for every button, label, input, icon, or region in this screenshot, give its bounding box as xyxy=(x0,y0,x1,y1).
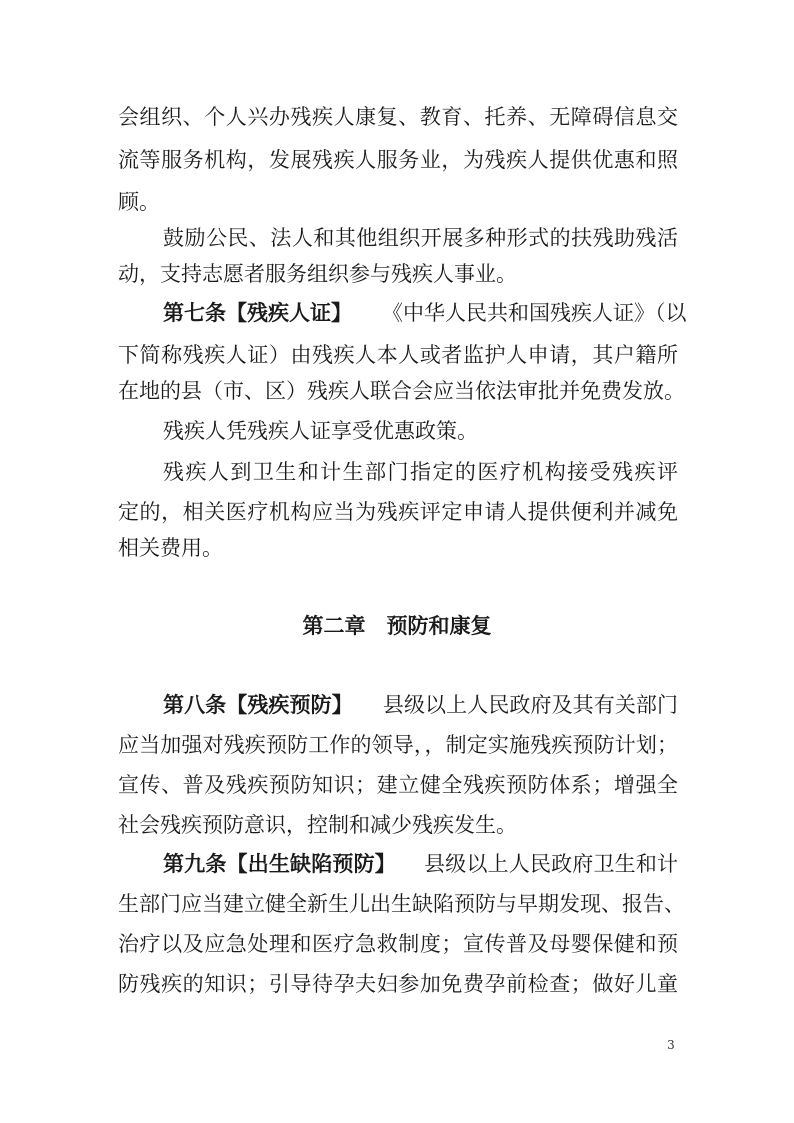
text-line: 鼓励公民、法人和其他组织开展多种形式的扶残助残活 xyxy=(163,226,678,250)
text-line: 顾。 xyxy=(118,190,160,214)
article-7-heading: 第七条【残疾人证】 xyxy=(163,301,352,325)
text-line: 下简称残疾人证）由残疾人本人或者监护人申请，其户籍所 xyxy=(118,343,678,367)
text-line: 动，支持志愿者服务组织参与残疾人事业。 xyxy=(118,262,517,286)
article-9-heading: 第九条【出生缺陷预防】 xyxy=(163,852,396,876)
text-line: 治疗以及应急处理和医疗急救制度；宣传普及母婴保健和预 xyxy=(118,932,678,956)
text-line: 残疾人凭残疾人证享受优惠政策。 xyxy=(163,419,478,443)
text-line: 生部门应当建立健全新生儿出生缺陷预防与早期发现、报告、 xyxy=(118,892,685,916)
text-line: 在地的县（市、区）残疾人联合会应当依法审批并免费发放。 xyxy=(118,379,685,403)
article-7-text: 《中华人民共和国残疾人证》（以 xyxy=(382,301,687,325)
text-line: 定的，相关医疗机构应当为残疾评定申请人提供便利并减免 xyxy=(118,500,678,524)
chapter-title: 第二章 预防和康复 xyxy=(302,614,492,638)
article-7-first-line xyxy=(163,295,687,331)
text-line: 会组织、个人兴办残疾人康复、教育、托养、无障碍信息交 xyxy=(118,105,678,129)
page-number: 3 xyxy=(667,1038,675,1052)
article-9-first-line xyxy=(163,846,678,882)
text-line: 社会残疾预防意识，控制和减少残疾发生。 xyxy=(118,813,517,837)
text-line: 应当加强对残疾预防工作的领导，，制定实施残疾预防计划； xyxy=(118,733,678,757)
text-line: 宣传、普及残疾预防知识；建立健全残疾预防体系；增强全 xyxy=(118,773,678,797)
text-line: 残疾人到卫生和计生部门指定的医疗机构接受残疾评 xyxy=(163,460,678,484)
article-9-text: 县级以上人民政府卫生和计 xyxy=(423,852,679,876)
text-line: 相关费用。 xyxy=(118,536,223,560)
article-8-first-line xyxy=(163,687,678,723)
article-8-text: 县级以上人民政府及其有关部门 xyxy=(382,693,679,717)
text-line: 防残疾的知识；引导待孕夫妇参加免费孕前检查；做好儿童 xyxy=(118,972,678,996)
text-line: 流等服务机构，发展残疾人服务业，为残疾人提供优惠和照 xyxy=(118,148,678,172)
article-8-heading: 第八条【残疾预防】 xyxy=(163,693,353,717)
